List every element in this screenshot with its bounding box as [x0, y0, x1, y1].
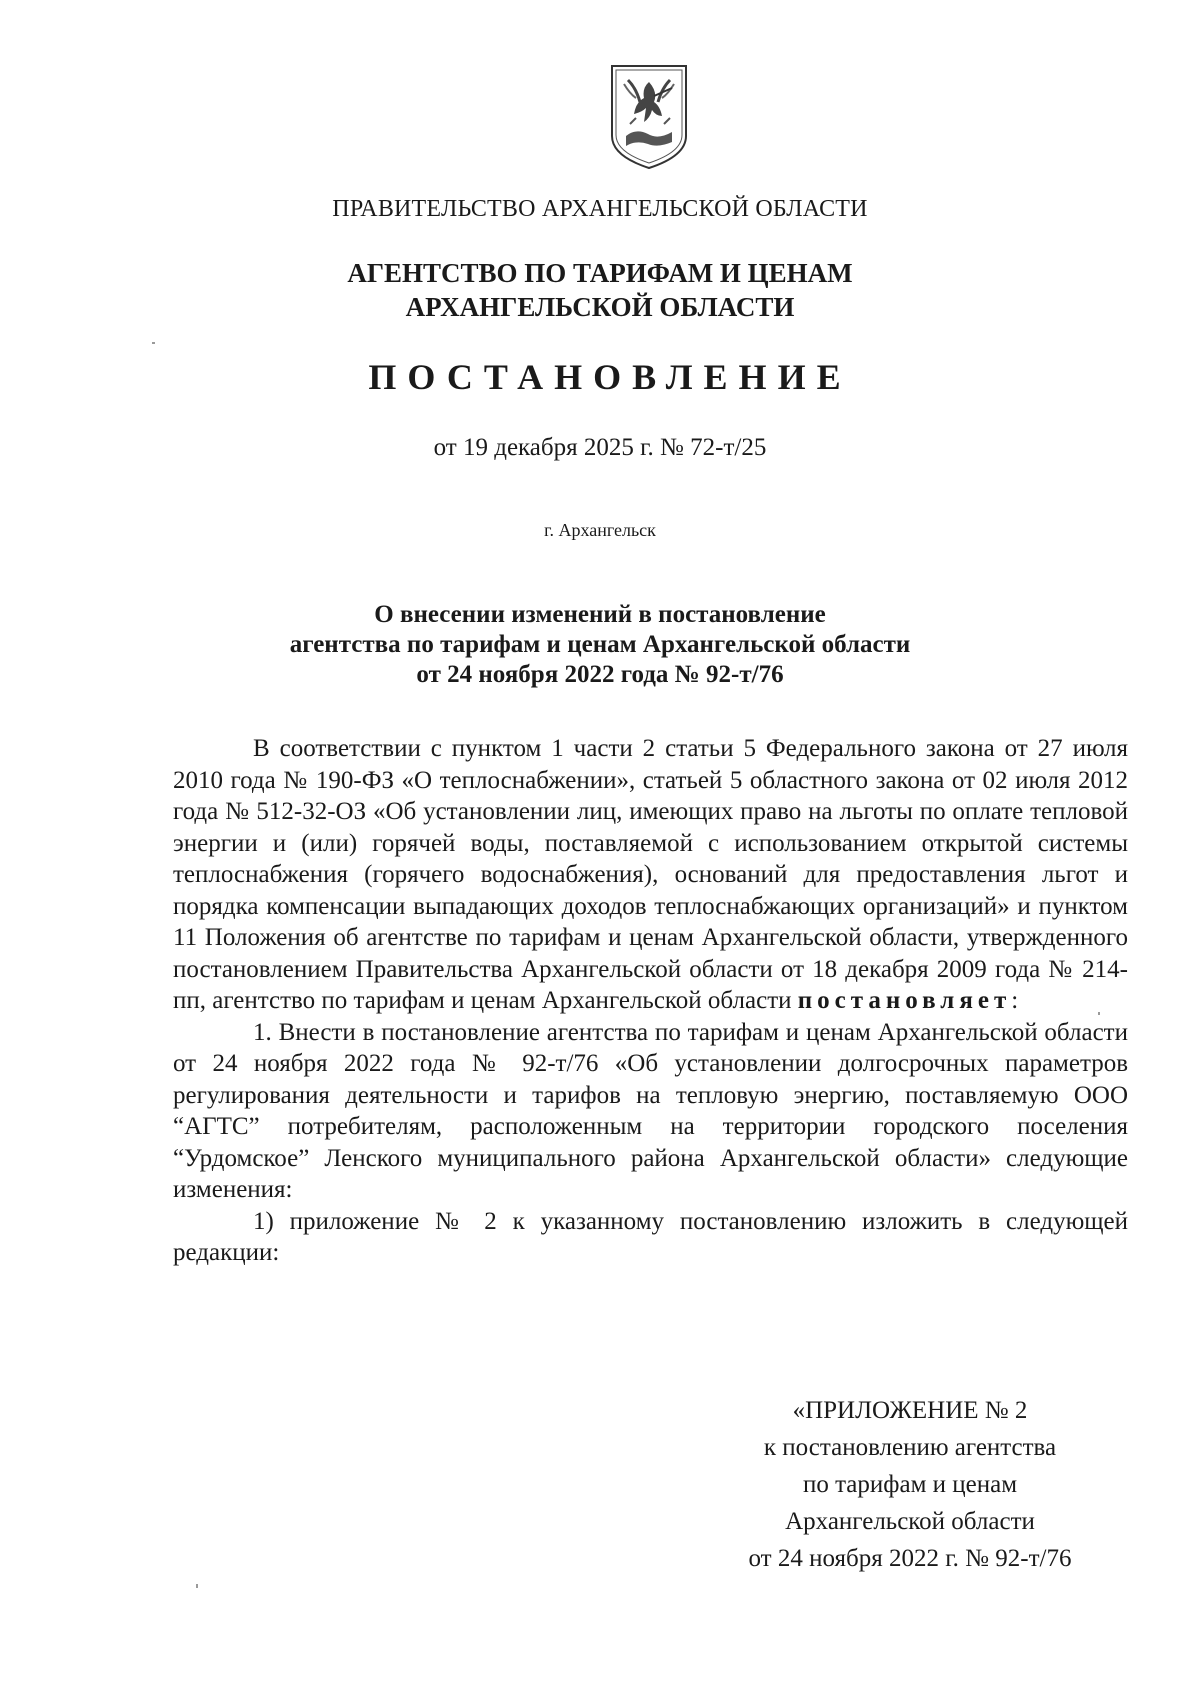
- scan-speck: [196, 1584, 198, 1588]
- agency-name: [0, 256, 1200, 324]
- document-subject: [0, 600, 1200, 690]
- decree-word: постановляет: [797, 987, 1012, 1014]
- document-body: [173, 733, 1128, 1269]
- document-date-number: от 19 декабря 2025 г. № 72-т/25: [433, 434, 767, 461]
- subject-line2: агентства по тарифам и ценам Архангельской области: [289, 631, 911, 658]
- item-1-1-paragraph: 1) приложение № 2 к указанному постановлению изложить в следующей редакции:: [173, 1207, 1128, 1266]
- scan-speck: [1098, 1012, 1100, 1015]
- item-1-paragraph: 1. Внести в постановление агентства по тарифам и ценам Архангельской области от 24 ноября 2022 года № 92-т/76 «Об установлении долгосрочных параметров регулирования деятельности и тарифов на тепловую энергию, поставляемую ООО “АГТС” потребителям, расположенным на территории городского поселения “Урдомское” Ленского муниципального района Архангельской области» следующие изменения:: [173, 1018, 1128, 1203]
- appendix-line4: Архангельской области: [785, 1508, 1035, 1535]
- subject-line1: О внесении изменений в постановление: [374, 601, 826, 628]
- preamble-text: В соответствии с пунктом 1 части 2 статьи 5 Федерального закона от 27 июля 2010 года № 190-ФЗ «О теплоснабжении», статьей 5 областного закона от 02 июля 2012 года № 512-32-ОЗ «Об установлении лиц, имеющих право на льготы по оплате тепловой энергии и (или) горячей воды, поставляемой с использованием открытой системы теплоснабжения (горячего водоснабжения), оснований для предоставления льгот и порядка компенсации выпадающих доходов теплоснабжающих организаций» и пунктом 11 Положения об агентстве по тарифам и ценам Архангельской области, утвержденного постановлением Правительства Архангельской области от 18 декабря 2009 года № 214-пп, агентство по тарифам и ценам Архангельской области: [173, 735, 1128, 1014]
- coat-of-arms-emblem: [606, 58, 692, 170]
- document-type-title: ПОСТАНОВЛЕНИЕ: [368, 357, 852, 397]
- document-city: г. Архангельск: [544, 520, 656, 540]
- government-name: ПРАВИТЕЛЬСТВО АРХАНГЕЛЬСКОЙ ОБЛАСТИ: [332, 196, 868, 222]
- appendix-line2: к постановлению агентства: [763, 1434, 1057, 1461]
- scan-speck: [152, 342, 155, 344]
- appendix-line3: по тарифам и ценам: [802, 1471, 1018, 1498]
- appendix-line1: «ПРИЛОЖЕНИЕ № 2: [792, 1397, 1028, 1424]
- subject-line3: от 24 ноября 2022 года № 92-т/76: [416, 661, 784, 688]
- appendix-heading: [700, 1392, 1120, 1577]
- preamble-paragraph: [173, 733, 1128, 1017]
- agency-name-line2: АРХАНГЕЛЬСКОЙ ОБЛАСТИ: [405, 292, 795, 322]
- agency-name-line1: АГЕНТСТВО ПО ТАРИФАМ И ЦЕНАМ: [347, 258, 853, 288]
- appendix-line5: от 24 ноября 2022 г. № 92-т/76: [748, 1545, 1072, 1572]
- decree-colon: :: [1011, 987, 1019, 1014]
